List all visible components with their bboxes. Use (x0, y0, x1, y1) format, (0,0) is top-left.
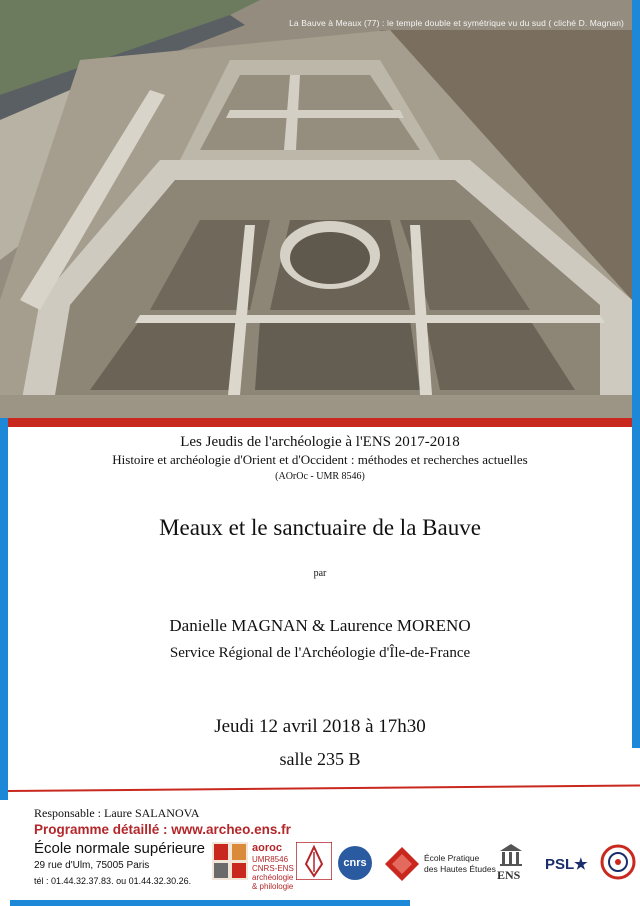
psl-logo: PSL★ (545, 856, 588, 873)
excavation-illustration (0, 0, 632, 418)
lecture-title: Meaux et le sanctuaire de la Bauve (159, 515, 481, 540)
aoroc-logo-title: aoroc (252, 842, 282, 854)
ens-phone: tél : 01.44.32.37.83. ou 01.44.32.30.26. (34, 876, 192, 886)
ens-archeo-logo-icon (212, 842, 248, 880)
blue-frame-left (0, 380, 8, 800)
ens-logo: ENS (497, 868, 521, 882)
umr-label: (AOrOc - UMR 8546) (275, 471, 365, 482)
series-title: Les Jeudis de l'archéologie à l'ENS 2017-2018 (180, 434, 460, 450)
lecture-date: Jeudi 12 avril 2018 à 17h30 (214, 716, 426, 737)
responsable: Responsable : Laure SALANOVA (34, 806, 200, 820)
ens-building-icon (499, 843, 523, 867)
ephe-line-1: École Pratique (424, 853, 480, 863)
lecture-room: salle 235 B (279, 749, 361, 769)
ephe-line-2: des Hautes Études (424, 864, 496, 874)
ens-name: École normale supérieure (34, 840, 205, 857)
speaker-institution: Service Régional de l'Archéologie d'Île-de-France (169, 645, 471, 661)
excavation-photo (0, 0, 632, 418)
aoroc-logo-subtitle (252, 855, 294, 891)
sorbonne-seal-icon (600, 842, 636, 882)
aoroc-sub-umr: UMR8546 (252, 855, 289, 864)
ephe-logo-text (424, 853, 496, 875)
pen-nib-logo-icon (296, 842, 332, 880)
red-divider-band (8, 418, 632, 427)
aoroc-sub-cnrs: CNRS-ENS (252, 864, 294, 873)
red-divider-line (8, 784, 640, 792)
par-label: par (313, 568, 327, 579)
ephe-diamond-logo-icon (384, 846, 420, 882)
programme-link[interactable]: Programme détaillé : www.archeo.ens.fr (34, 822, 291, 837)
blue-frame-right (632, 0, 640, 748)
aoroc-sub-philologie: & philologie (252, 882, 294, 891)
cnrs-logo: cnrs (338, 846, 372, 880)
speakers: Danielle MAGNAN & Laurence MORENO (169, 616, 471, 635)
series-subtitle: Histoire et archéologie d'Orient et d'Occident : méthodes et recherches actuelles (112, 452, 528, 467)
photo-caption: La Bauve à Meaux (77) : le temple double et symétrique vu du sud ( cliché D. Magnan) (289, 18, 624, 28)
blue-frame-bottom (10, 900, 410, 906)
ens-address: 29 rue d'Ulm, 75005 Paris (34, 860, 150, 871)
aoroc-sub-archeologie: archéologie (252, 873, 294, 882)
